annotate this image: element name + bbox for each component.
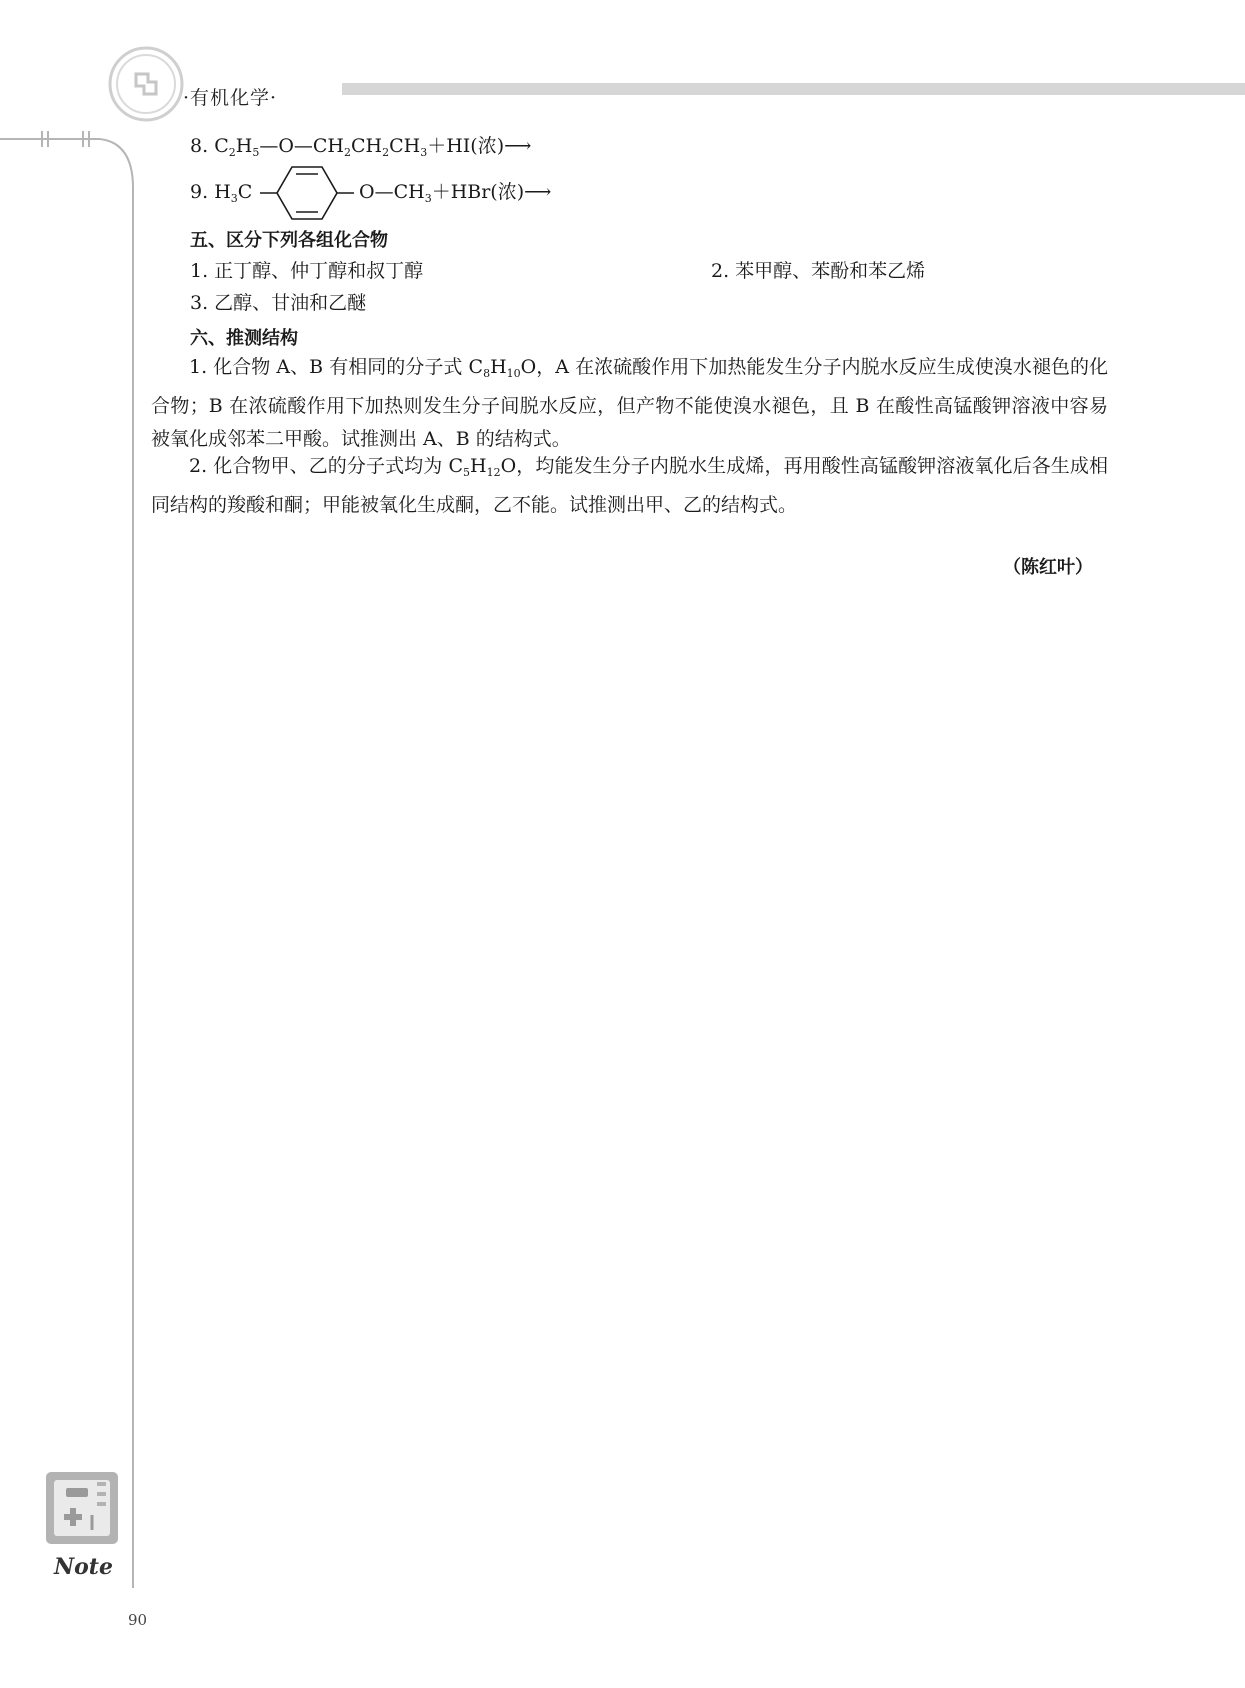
- section-6-paragraph-1: 1. 化合物 A、B 有相同的分子式 $C_8H_{10}O$，A 在浓硫酸作用下加热能发生分子内脱水反应生成使溴水褪色的化合物；B 在浓硫酸作用下加热则发生分子间脱水反应，但产物不能使溴水褪色，且 B 在酸性高锰酸钾溶液中容易被氧化成邻苯二甲酸。试推测出 A、B 的结构式。: [151, 356, 1108, 450]
- margin-decoration: [0, 128, 140, 1588]
- author: （陈红叶）: [1003, 557, 1093, 578]
- header-bar: [342, 83, 1245, 95]
- reaction-9: 9. $H_3C$: [190, 181, 253, 205]
- section-5-heading: 五、区分下列各组化合物: [190, 230, 388, 251]
- note-label: Note: [54, 1554, 113, 1580]
- section-6-heading: 六、推测结构: [190, 328, 298, 349]
- header-title: ·有机化学·: [183, 87, 278, 109]
- reaction-9-right: $O—CH_3+HBr$(浓)⟶: [359, 181, 552, 205]
- header-logo-icon: [106, 44, 186, 124]
- benzene-ring-icon: [260, 162, 358, 224]
- section-5-item-3: 3. 乙醇、甘油和乙醚: [190, 292, 367, 314]
- section-6-paragraph-2: 2. 化合物甲、乙的分子式均为 $C_5H_{12}O$，均能发生分子内脱水生成烯，再用酸性高锰酸钾溶液氧化后各生成相同结构的羧酸和酮；甲能被氧化生成酮，乙不能。试推测出甲、乙的结构式。: [151, 455, 1108, 516]
- section-5-item-1: 1. 正丁醇、仲丁醇和叔丁醇: [190, 260, 424, 282]
- page-number: 90: [128, 1611, 148, 1629]
- section-5-item-2: 2. 苯甲醇、苯酚和苯乙烯: [711, 260, 926, 282]
- note-icon: [44, 1470, 120, 1546]
- reaction-8: 8. $C_2H_5—O—CH_2CH_2CH_3+HI$(浓)⟶: [190, 135, 532, 159]
